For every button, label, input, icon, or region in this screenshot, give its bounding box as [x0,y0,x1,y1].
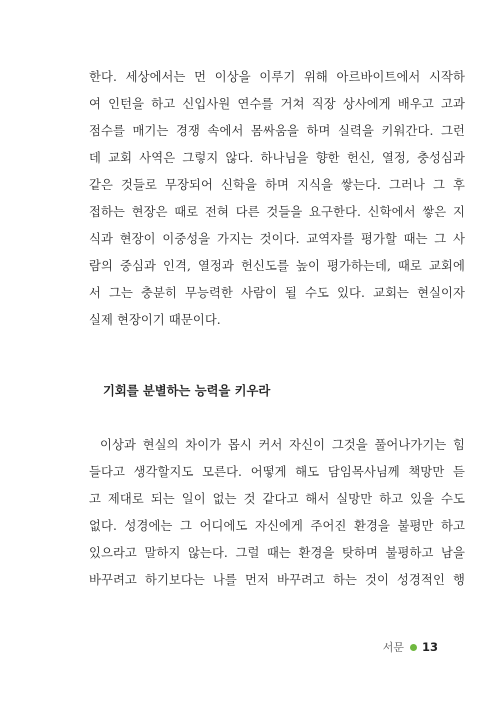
text-line: 같은 것들로 무장되어 신학을 하며 지식을 쌓는다. 그러나 그 후 [89,178,465,192]
text-line: 있으라고 말하지 않는다. 그럴 때는 환경을 탓하며 불평하고 남을 [89,546,465,560]
text-line: 없다. 성경에는 그 어디에도 자신에게 주어진 환경을 불평만 하고 [89,519,465,533]
text-line: 고 제대로 되는 일이 없는 것 같다고 해서 실망만 하고 있을 수도 [89,492,465,506]
text-line: 바꾸려고 하기보다는 나를 먼저 바꾸려고 하는 것이 성경적인 행 [89,573,465,587]
running-section-label: 서문 [382,641,404,654]
text-line: 여 인턴을 하고 신입사원 연수를 거쳐 직장 상사에게 배우고 고과 [89,97,465,111]
text-line: 식과 현장이 이중성을 가지는 것이다. 교역자를 평가할 때는 그 사 [89,232,465,246]
page-footer [383,639,438,655]
text-line: 한다. 세상에서는 먼 이상을 이루기 위해 아르바이트에서 시작하 [89,70,465,84]
text-line: 데 교회 사역은 그렇지 않다. 하나님을 향한 헌신, 열정, 충성심과 [89,151,465,165]
text-line: 들다고 생각할지도 모른다. 어떻게 해도 담임목사님께 책망만 듣 [89,465,465,479]
text-line: 실제 현장이기 때문이다. [89,313,221,327]
text-line: 람의 중심과 인격, 열정과 헌신도를 높이 평가하는데, 때로 교회에 [89,259,465,273]
text-line: 접하는 현장은 때로 전혀 다른 것들을 요구한다. 신학에서 쌓은 지 [89,205,465,219]
page-number: 13 [421,640,438,654]
text-line: 서 그는 충분히 무능력한 사람이 될 수도 있다. 교회는 현실이자 [89,286,465,300]
text-line: 점수를 매기는 경쟁 속에서 몸싸움을 하며 실력을 키워간다. 그런 [89,124,465,138]
text-line: 이상과 현실의 차이가 몹시 커서 자신이 그것을 풀어나가기는 힘 [100,438,465,452]
bullet-dot-icon [410,644,417,651]
section-heading: 기회를 분별하는 능력을 키우라 [103,384,271,398]
